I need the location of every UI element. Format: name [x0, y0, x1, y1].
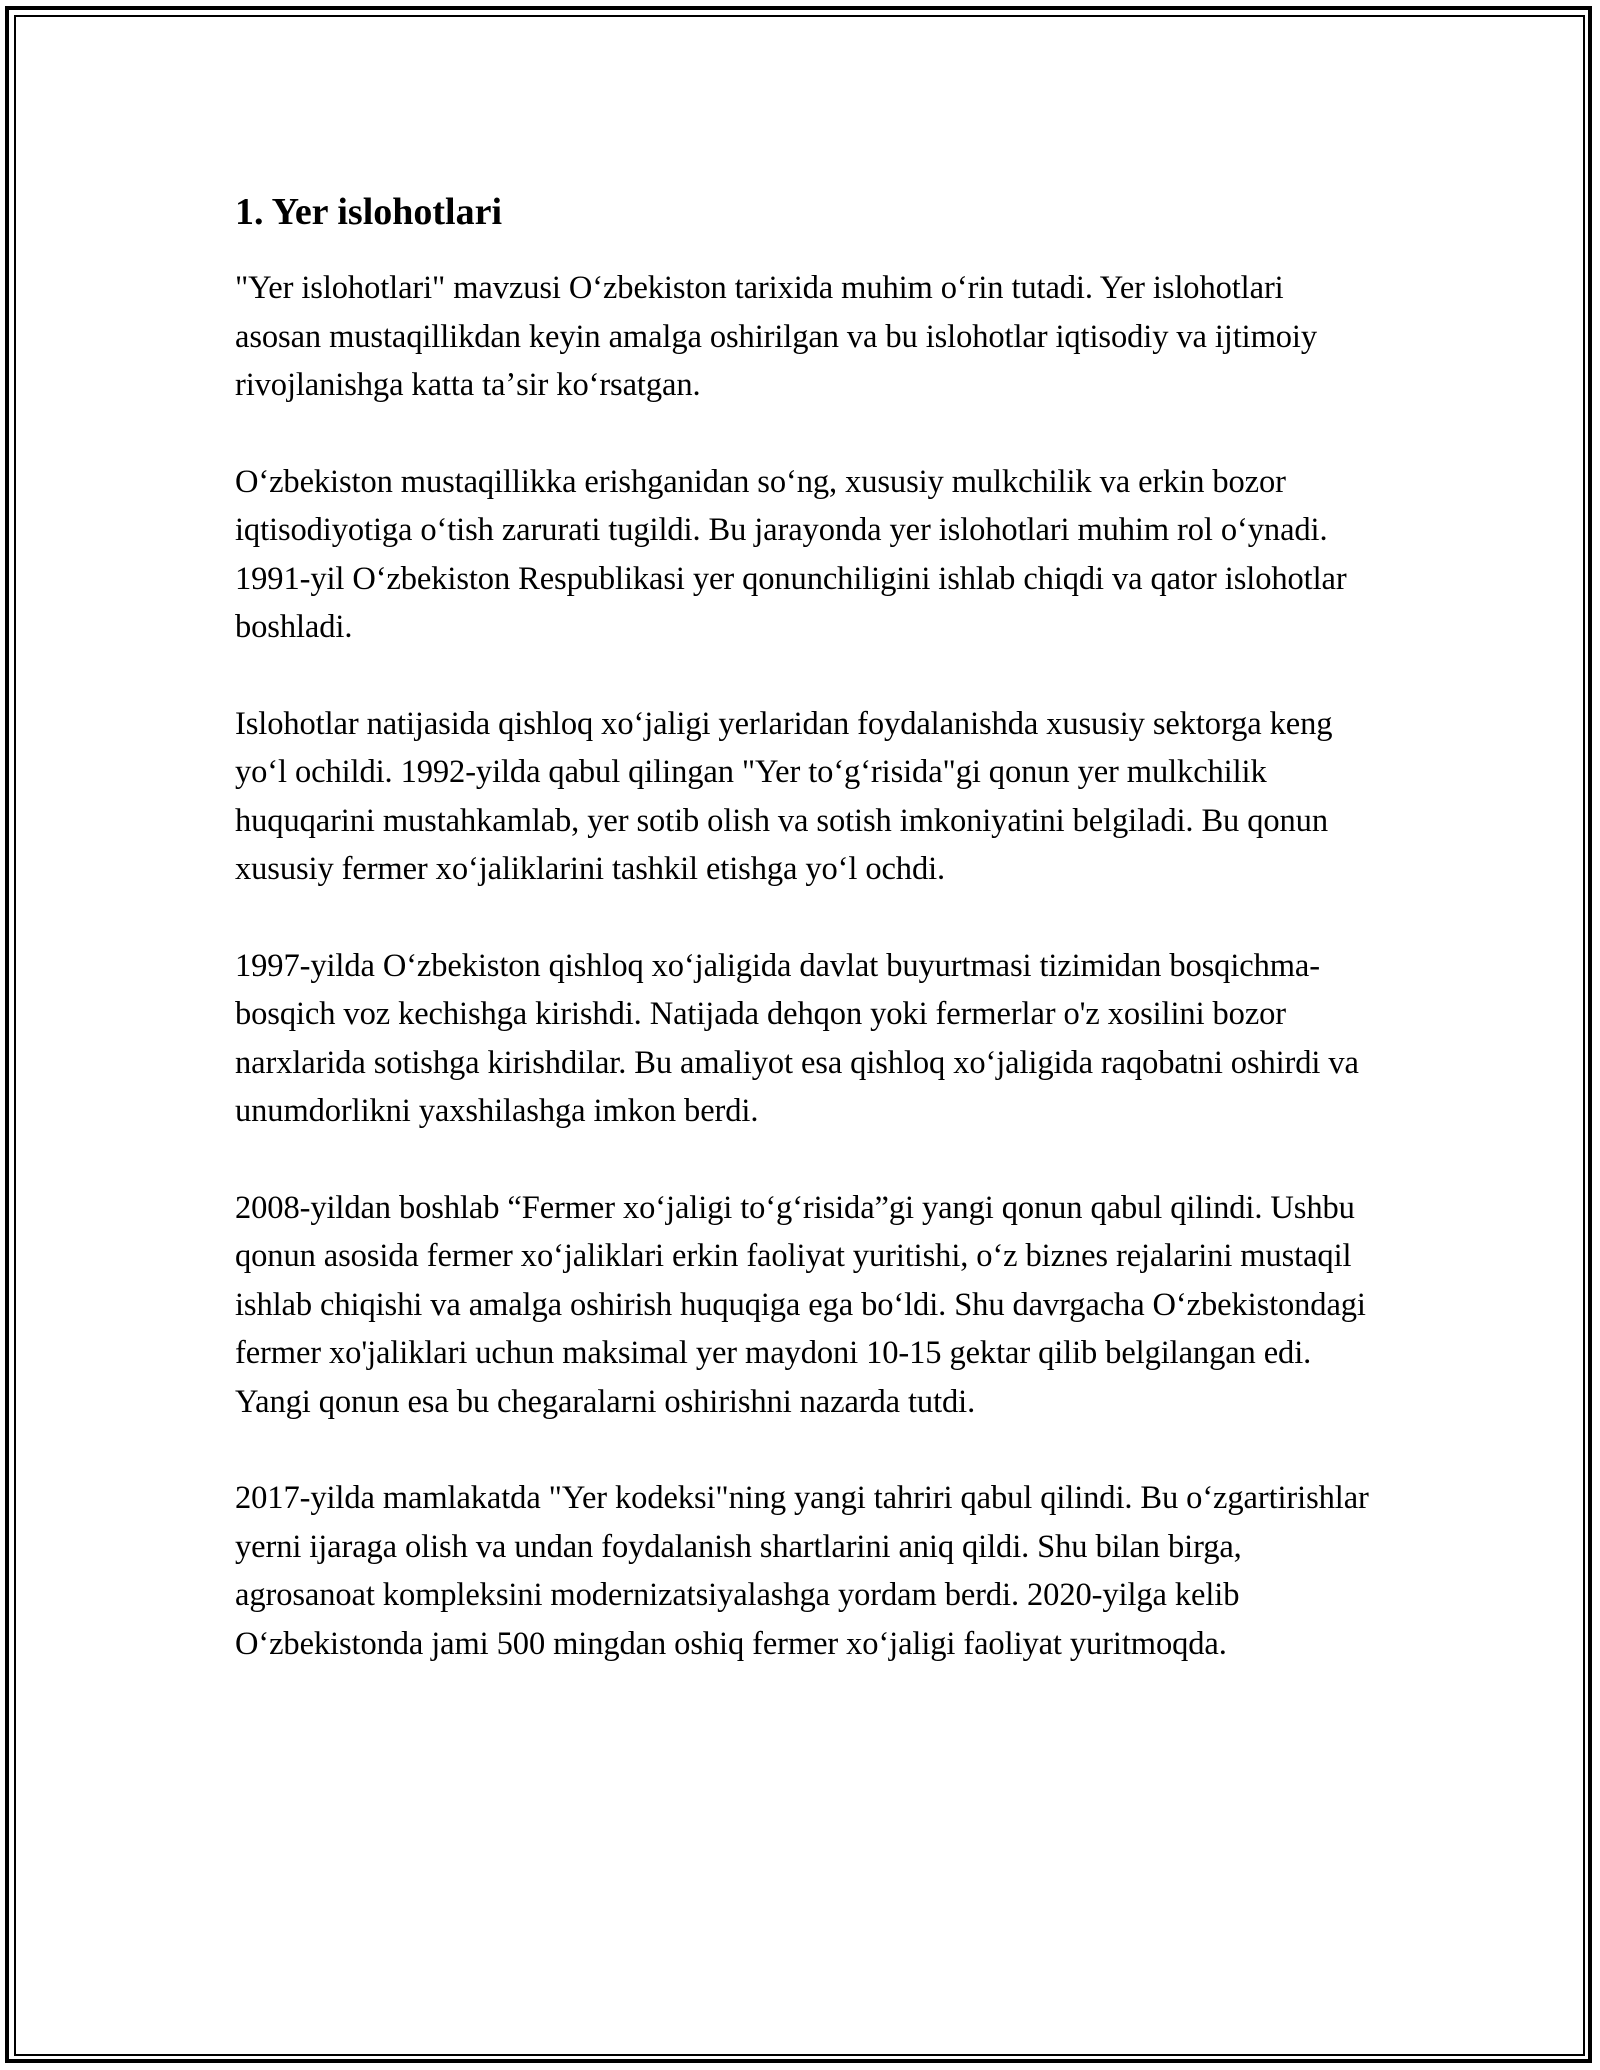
section-heading: 1. Yer islohotlari	[235, 191, 503, 233]
paragraph-1992-law: Islohotlar natijasida qishloq xoʻjaligi yerlaridan foydalanishda xususiy sektorga keng yoʻl ochildi. 1992-yilda qabul qilingan "Yer toʻgʻrisida"gi qonun yer mulkchilik huquqarini mustahkamlab, yer sotib olish va sotish imkoniyatini belgiladi. Bu qonun xususiy fermer xoʻjaliklarini tashkil etishga yoʻl ochdi.	[235, 705, 1333, 887]
paragraph-2017-code: 2017-yilda mamlakatda "Yer kodeksi"ning yangi tahriri qabul qilindi. Bu oʻzgartirishlar yerni ijaraga olish va undan foydalanish shartlarini aniq qildi. Shu bilan birga, agrosanoat kompleksini modernizatsiyalashga yordam berdi. 2020-yilga kelib Oʻzbekistonda jami 500 mingdan oshiq fermer xoʻjaligi faoliyat yuritmoqda.	[235, 1480, 1369, 1662]
paragraph-intro: "Yer islohotlari" mavzusi Oʻzbekiston tarixida muhim oʻrin tutadi. Yer islohotlari asosan mustaqillikdan keyin amalga oshirilgan va bu islohotlar iqtisodiy va ijtimoiy rivojlanishga katta taʼsir koʻrsatgan.	[235, 270, 1318, 403]
paragraph-1997-reform: 1997-yilda Oʻzbekiston qishloq xoʻjaligida davlat buyurtmasi tizimidan bosqichma-bosqich voz kechishga kirishdi. Natijada dehqon yoki fermerlar o'z xosilini bozor narxlarida sotishga kirishdilar. Bu amaliyot esa qishloq xoʻjaligida raqobatni oshirdi va unumdorlikni yaxshilashga imkon berdi.	[235, 947, 1359, 1129]
document-body	[235, 188, 1370, 1716]
paragraph-independence: Oʻzbekiston mustaqillikka erishganidan soʻng, xususiy mulkchilik va erkin bozor iqtisodiyotiga oʻtish zarurati tugildi. Bu jarayonda yer islohotlari muhim rol oʻynadi. 1991-yil Oʻzbekiston Respublikasi yer qonunchiligini ishlab chiqdi va qator islohotlar boshladi.	[235, 463, 1347, 645]
paragraph-2008-law: 2008-yildan boshlab “Fermer xoʻjaligi toʻgʻrisida”gi yangi qonun qabul qilindi. Ushbu qonun asosida fermer xoʻjaliklari erkin faoliyat yuritishi, oʻz biznes rejalarini mustaqil ishlab chiqishi va amalga oshirish huquqiga ega boʻldi. Shu davrgacha Oʻzbekistondagi fermer xo'jaliklari uchun maksimal yer maydoni 10-15 gektar qilib belgilangan edi. Yangi qonun esa bu chegaralarni oshirishni nazarda tutdi.	[235, 1189, 1366, 1420]
